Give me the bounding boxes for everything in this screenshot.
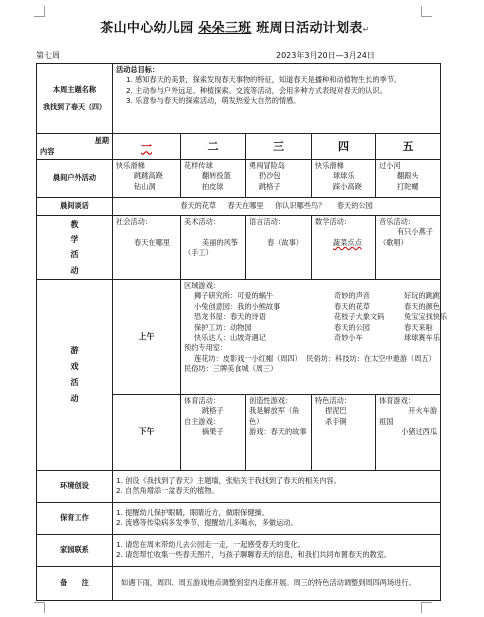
am-extra-line: 莲花坊：皮影戏一小红帽（周四） 民俗坊：科技坊：在太空中遨游（周五） [194, 353, 436, 363]
notes-row [37, 566, 441, 600]
morning-talk-row [37, 198, 441, 216]
game-label: 游 戏 活 动 [37, 279, 113, 470]
family-row [37, 534, 441, 566]
teaching-cell-fri: 音乐活动： 有只小燕子（歌唱） [376, 216, 441, 280]
teaching-cell-tue: 美术活动： 美丽的风筝（手工） [181, 216, 246, 280]
env-label: 环境创设 [37, 470, 113, 502]
crop-mark [421, 6, 432, 17]
crop-mark [34, 602, 45, 613]
am-grid-row: 小兔创意园：我的小熊故事 春天的花草 春天的颜色 [194, 301, 440, 311]
family-label: 家园联系 [37, 534, 113, 566]
outdoor-cell-mon: 快乐滑梯 跳跳高跷 钻山洞 [113, 160, 181, 198]
game-am-row [37, 279, 441, 394]
star-label: 星期 [94, 136, 109, 146]
class-name: 朵朵三班 [198, 21, 252, 36]
crop-mark [34, 6, 45, 17]
theme-label-cell [37, 64, 113, 134]
teaching-cell-mon: 社会活动： 春天在哪里 [113, 216, 181, 280]
crop-mark [421, 602, 432, 613]
am-grid-row: 快乐达人：山坡奇遇记 奇妙小车 球球赛车乐 [194, 332, 440, 342]
family-cell: 1. 请您在周末带幼儿去公园走一走，一起感受春天的变化。 2. 请您帮忙收集一些春天图片，与孩子聊聊春天的信息，和我们共同布置春天的教室。 [113, 534, 441, 566]
day-mon: 一 [113, 134, 181, 160]
content-label: 内容 [40, 146, 55, 156]
notes-cell: 如遇下雨，周四、周五游戏地点调整到室内走廊开展。周三的特色活动调整到周四两场进行。 [113, 566, 441, 600]
outdoor-row [37, 160, 441, 198]
care-row [37, 502, 441, 534]
goal-item: 1. 感知春天的美景，探索发现春天事物的特征，知道春天是播种和动植物生长的季节。 [126, 75, 402, 85]
day-wed: 三 [246, 134, 312, 160]
day-thu: 四 [312, 134, 376, 160]
game-pm-cell-thu: 体育游戏： 开火车游 祖国 小猪过西瓜 [376, 394, 441, 470]
theme-goals-cell [113, 64, 441, 134]
teaching-label: 教 学 活 动 [37, 216, 113, 280]
am-grid-row: 保护工坊：动物园 春天的公园 春天来啦 [194, 322, 433, 332]
teaching-cell-thu: 数学活动： 蔬菜点点 [312, 216, 376, 280]
plan-table [36, 63, 448, 601]
teaching-cell-wed: 语言活动： 春（故事） [246, 216, 312, 280]
morning-talk-cell: 春天的花草 春天在哪里 你认识哪些鸟？ 春天的公园 [113, 198, 441, 216]
care-label: 保育工作 [37, 502, 113, 534]
am-extra-title: 预约专用室： [184, 343, 228, 353]
outdoor-cell-thu: 快乐滑梯 球球乐 踩小高跷 [312, 160, 376, 198]
game-am-label: 上午 [113, 279, 181, 394]
game-am-cell [181, 279, 448, 394]
goal-title: 活动总目标： [116, 65, 160, 74]
day-tue: 二 [181, 134, 246, 160]
outdoor-label: 晨间户外活动 [37, 160, 113, 198]
theme-name: 我找到了春天（四） [43, 102, 106, 111]
theme-label: 本周主题名称 [52, 85, 97, 95]
outdoor-cell-tue: 花样传球 翻转投篮 拍皮球 [181, 160, 246, 198]
days-header-label [37, 134, 113, 160]
am-title: 区域游戏： [184, 280, 220, 290]
morning-talk-label: 晨间谈话 [37, 198, 113, 216]
am-grid-row: 狮子研究所：可爱的蜗牛 奇妙的声音 好玩的跳跳 [194, 291, 440, 301]
game-pm-cell-tue: 创造性游戏： 我是解放军（角色） 游戏：春天的故事 [246, 394, 312, 470]
env-row [37, 470, 441, 502]
game-pm-label: 下午 [113, 394, 181, 470]
day-fri: 五 [376, 134, 441, 160]
teaching-row [37, 216, 441, 280]
days-header-row [37, 134, 441, 160]
school-name: 茶山中心幼儿园 [100, 21, 194, 36]
doc-title: 班周日活动计划表 [256, 21, 363, 36]
game-pm-cell-mon: 体育活动： 跳格子 自主游戏： 摘果子 [181, 394, 246, 470]
care-cell: 1. 提醒幼儿保护眼睛，眼睛近方，做眼保健操。 2. 流感等传染病多发季节，提醒幼儿多喝水，多做运动。 [113, 502, 441, 534]
page-title [30, 17, 440, 36]
notes-label: 备 注 [37, 566, 113, 600]
am-grid-row: 恐龙书屋：春天的诗语 花枝子大象文码 兔宝宝找快乐 [194, 312, 448, 322]
game-pm-cell-wed: 特色活动： 捏泥巴 杀手锏 [312, 394, 376, 470]
am-extra-line: 民俗坊：三牌美食城（周三） [184, 364, 278, 374]
outdoor-cell-fri: 过小河 翻跟头 打陀螺 [376, 160, 441, 198]
theme-row [37, 64, 441, 134]
week-label: 第七周 [36, 51, 60, 60]
outdoor-cell-wed: 勇闯冒险岛 扔沙包 跳格子 [246, 160, 312, 198]
date-range: 2023年3月20日—3月24日 [276, 51, 375, 60]
goal-item: 2. 主动参与户外远足、种植探索、交流等活动，会用多种方式表现对春天的认识。 [126, 85, 387, 95]
return-mark: ↵ [362, 25, 370, 34]
env-cell: 1. 创设《我找到了春天》主题墙，张贴关于我找到了春天的相关内容。 2. 自然角增添一盆春天的植物。 [113, 470, 441, 502]
goal-item: 3. 乐意参与春天的探索活动，萌发热爱大自然的情感。 [126, 96, 301, 106]
